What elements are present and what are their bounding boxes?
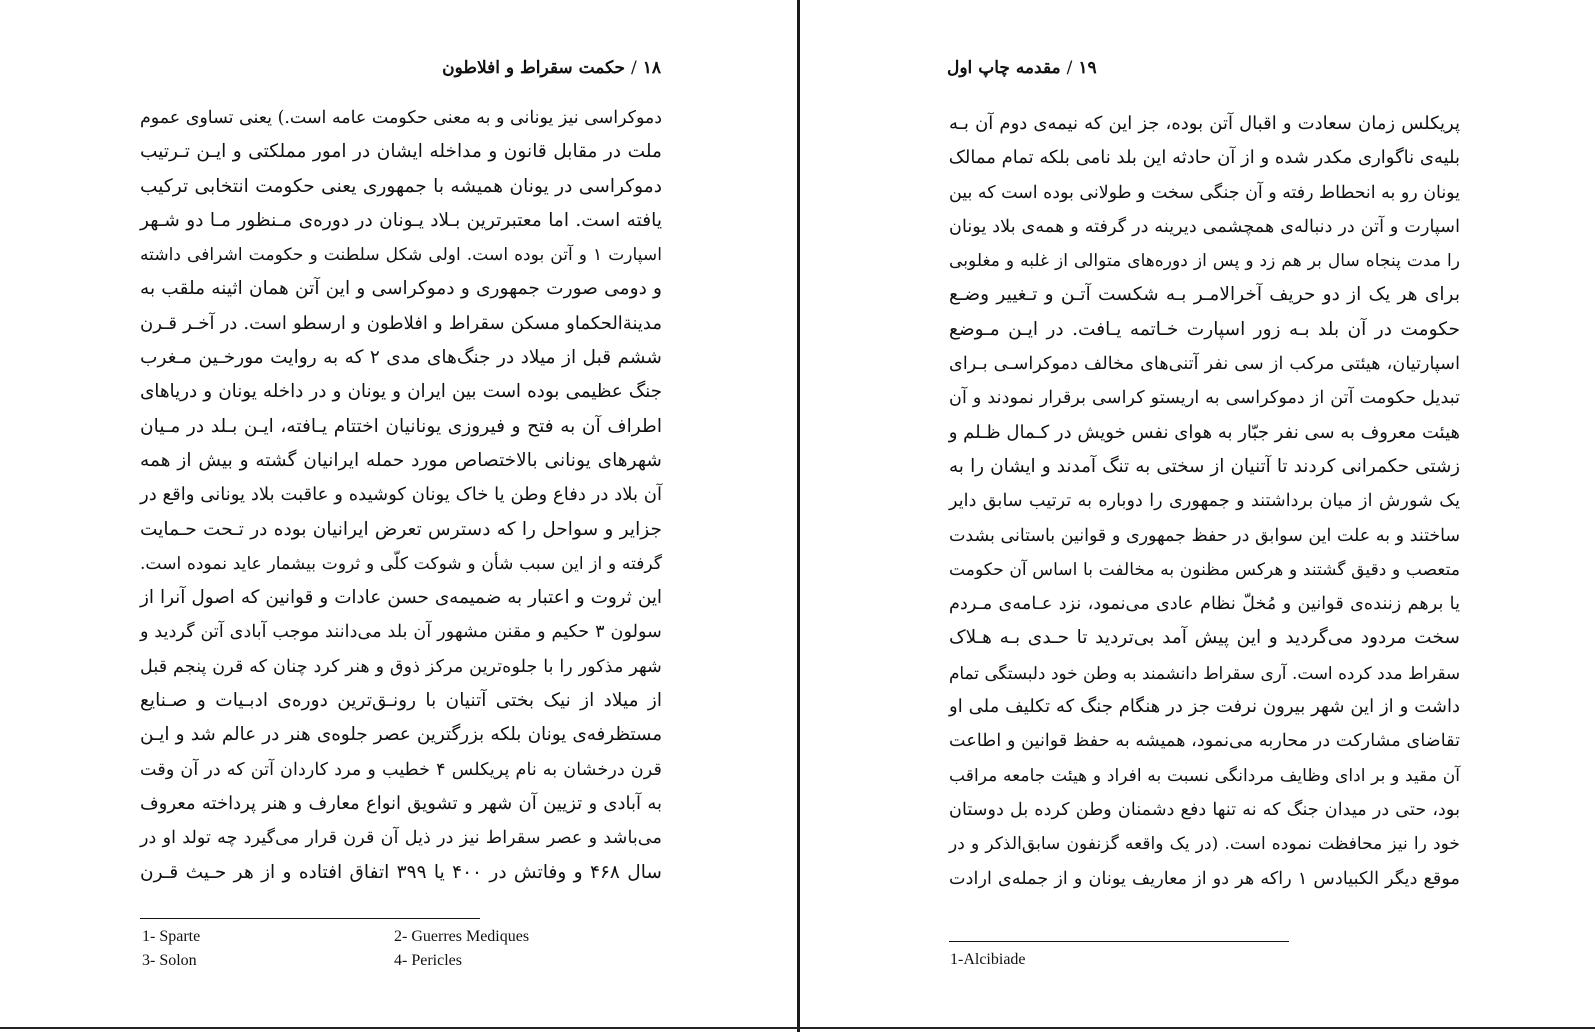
text-line: از میلاد از نیک بختی آتنیان با رونـق‌ترین دوره‌ی ادبـیات و صـنایع [140,690,662,712]
body-text [949,107,1460,896]
text-line: حکومت در آن بلد بـه زور اسپارت خـاتمه یـافت. در ایـن مـوضع [949,318,1460,340]
body-text [140,101,662,890]
text-line: گرفته و از این سبب شأن و شوکت کلّی و ثروت بیشمار عاید نموده است. [140,553,662,574]
page-header [442,58,661,78]
text-line: تبدیل حکومت آتن از دموکراسی به اریستو کراسی برقرار نمودند و آن [949,388,1460,409]
text-line: موقع دیگر الکبیادس ۱ راکه هر دو از معاریف یونان و از جمله‌ی ارادت [949,868,1460,889]
text-line: شهرهای یونانی بالاختصاص مورد حمله ایرانیان گشته و بیش از همه [140,449,662,471]
footnote: 1- Sparte [142,928,201,945]
text-line: داشت و از این شهر بیرون نرفت جز در هنگام جنگ که تکلیف ملی او [949,696,1460,718]
text-line: یافته است. اما معتبرترین بـلاد یـونان در دوره‌ی مـنظور مـا دو شـهر [140,209,662,231]
text-line: ملت در مقابل قانون و مداخله ایشان در امور مملکتی و ایـن تـرتیب [140,141,662,163]
text-line: را مدت پنجاه سال بر هم زد و پس از دوره‌های متوالی از غلبه و مغلوبی [949,251,1460,272]
text-line: دموکراسی نیز یونانی و به معنی حکومت عامه است.) یعنی تساوی عموم [140,108,662,128]
text-line: جنگ عظیمی بوده است بین ایران و یونان و در داخله یونان و دریاهای [140,381,662,403]
text-line: پریکلس زمان سعادت و اقبال آتن بوده، جز این که نیمه‌ی دوم آن بـه [949,113,1460,134]
text-line: سال ۴۶۸ و وفاتش در ۴۰۰ یا ۳۹۹ اتفاق افتاده و از هر حـیث قـرن [140,861,662,883]
left-page [0,0,797,1032]
footnote-rule [140,918,480,919]
page-number: ۱۹ [1078,58,1097,78]
text-line: آن بلاد در دفاع وطن یا خاک یونان کوشیده و عاقبت بلاد یونانی واقع در [140,484,662,506]
header-separator: / [631,58,637,78]
footnote-rule [949,941,1289,942]
running-title: مقدمه چاپ اول [947,58,1061,78]
text-line: تقاضای مشارکت در محاربه می‌نمود، همیشه به حفظ قوانین و اطاعت [949,731,1460,752]
footnote: 3- Solon [142,952,197,969]
footnote: 2- Guerres Mediques [394,928,530,945]
text-line: سخت مردود می‌گردید و این پیش آمد بی‌تردید تا حـدی بـه هـلاک [949,627,1460,649]
page-header [947,58,1097,78]
text-line: متعصب و دقیق گشتند و هرکس مظنون به مخالفت با اساس آن حکومت [949,559,1460,580]
text-line: یک شورش از میان برداشتند و جمهوری را دوباره به ترتیب سابق دایر [949,491,1460,512]
text-line: آن مقید و بر ادای وظایف مردانگی نسبت به افراد و هیئت جامعه مراقب [949,765,1460,786]
footnote: 1-Alcibiade [950,951,1026,968]
text-line: مستظرفه‌ی یونان بلکه بزرگترین عصر جلوه‌ی هنر در عالم شد و ایـن [140,724,662,746]
page-bottom-edge [0,1027,1595,1029]
text-line: می‌باشد و عصر سقراط نیز در ذیل آن قرن قرار می‌گیرد چه تولد او در [140,828,662,849]
text-line: مدینة‌الحکماو مسکن سقراط و افلاطون و ارسطو است. در آخـر قـرن [140,312,662,334]
text-line: بود، حتی در میدان جنگ که نه تنها دفع دشمنان وطن کرده بل دوستان [949,799,1460,820]
footnotes [950,948,1450,972]
text-line: یا برهم زننده‌ی قوانین و مُخلّ نظام عادی می‌نمود، نزد عـامه‌ی مـردم [949,594,1460,615]
text-line: این ثروت و اعتبار به ضمیمه‌ی حسن عادات و قوانین که اصول آنرا از [140,587,662,609]
text-line: شهر مذکور را با جلوه‌ترین مرکز ذوق و هنر کرد چنان که قرن پنجم قبل [140,656,662,677]
text-line: اسپارتیان، هیئتی مرکب از سی نفر آتنی‌های مخالف دموکراسـی بـرای [949,354,1460,375]
text-line: اسپارت ۱ و آتن بوده است. اولی شکل سلطنت و حکومت اشرافی داشته [140,245,662,266]
text-line: و دومی صورت جمهوری و دموکراسی و این آتن همان اثینه ملقب به [140,278,662,300]
text-line: قرن درخشان به نام پریکلس ۴ خطیب و مرد کاردان آتن که در آن وقت [140,759,662,780]
text-line: خود را نیز محافظت نموده است. (در یک واقعه گزنفون سابق‌الذکر و در [949,834,1460,855]
page-number: ۱۸ [642,58,661,78]
footnotes [142,925,662,973]
text-line: بلیه‌ی ناگواری مکدر شده و از آن حادثه این بلد نامی بلکه تمام ممالک [948,147,1460,169]
text-line: به آبادی و تزیین آن شهر و تشویق انواع معارف و هنر پرداخته معروف [140,792,662,814]
text-line: زشتی حکمرانی کردند تا آتنیان از سختی به تنگ آمدند و ایشان را به [949,455,1460,477]
text-line: دموکراسی در یونان همیشه با جمهوری یعنی حکومت انتخابی ترکیب [140,175,662,197]
text-line: سولون ۳ حکیم و مقنن مشهور آن بلد می‌دانند موجب آبادی آتن گردید و [140,622,662,643]
text-line: یونان رو به انحطاط رفته و آن جنگی سخت و طولانی بوده است که بین [949,182,1460,203]
text-line: هیئت معروف به سی نفر جبّار به هوای نفس خویش در کـمال ظـلم و [948,421,1460,443]
text-line: برای هر یک از دو حریف آخرالامـر بـه شکست آتـن و تـغییر وضـع [949,284,1460,306]
header-separator: / [1066,58,1073,78]
text-line: اسپارت و آتن در دنباله‌ی همچشمی دیرینه در گرفته و همه‌ی بلاد یونان [949,216,1460,237]
footnote: 4- Pericles [394,952,462,969]
running-title: حکمت سقراط و افلاطون [442,58,625,78]
text-line: سقراط مدد کرده است. آری سقراط دانشمند به وطن خود دلبستگی تمام [949,662,1460,683]
text-line: ساختند و به علت این سوابق در حفظ جمهوری و قوانین باستانی بشدت [949,525,1460,546]
text-line: اطراف آن به فتح و فیروزی یونانیان اختتام یـافته، ایـن بـلد در مـیان [140,415,662,437]
right-page [800,0,1595,1032]
text-line: ششم قبل از میلاد در جنگ‌های مدی ۲ که به روایت مورخـین مـغرب [140,347,663,369]
text-line: جزایر و سواحل را که دسترس تعرض ایرانیان بوده در تـحت حـمایت [140,518,662,540]
